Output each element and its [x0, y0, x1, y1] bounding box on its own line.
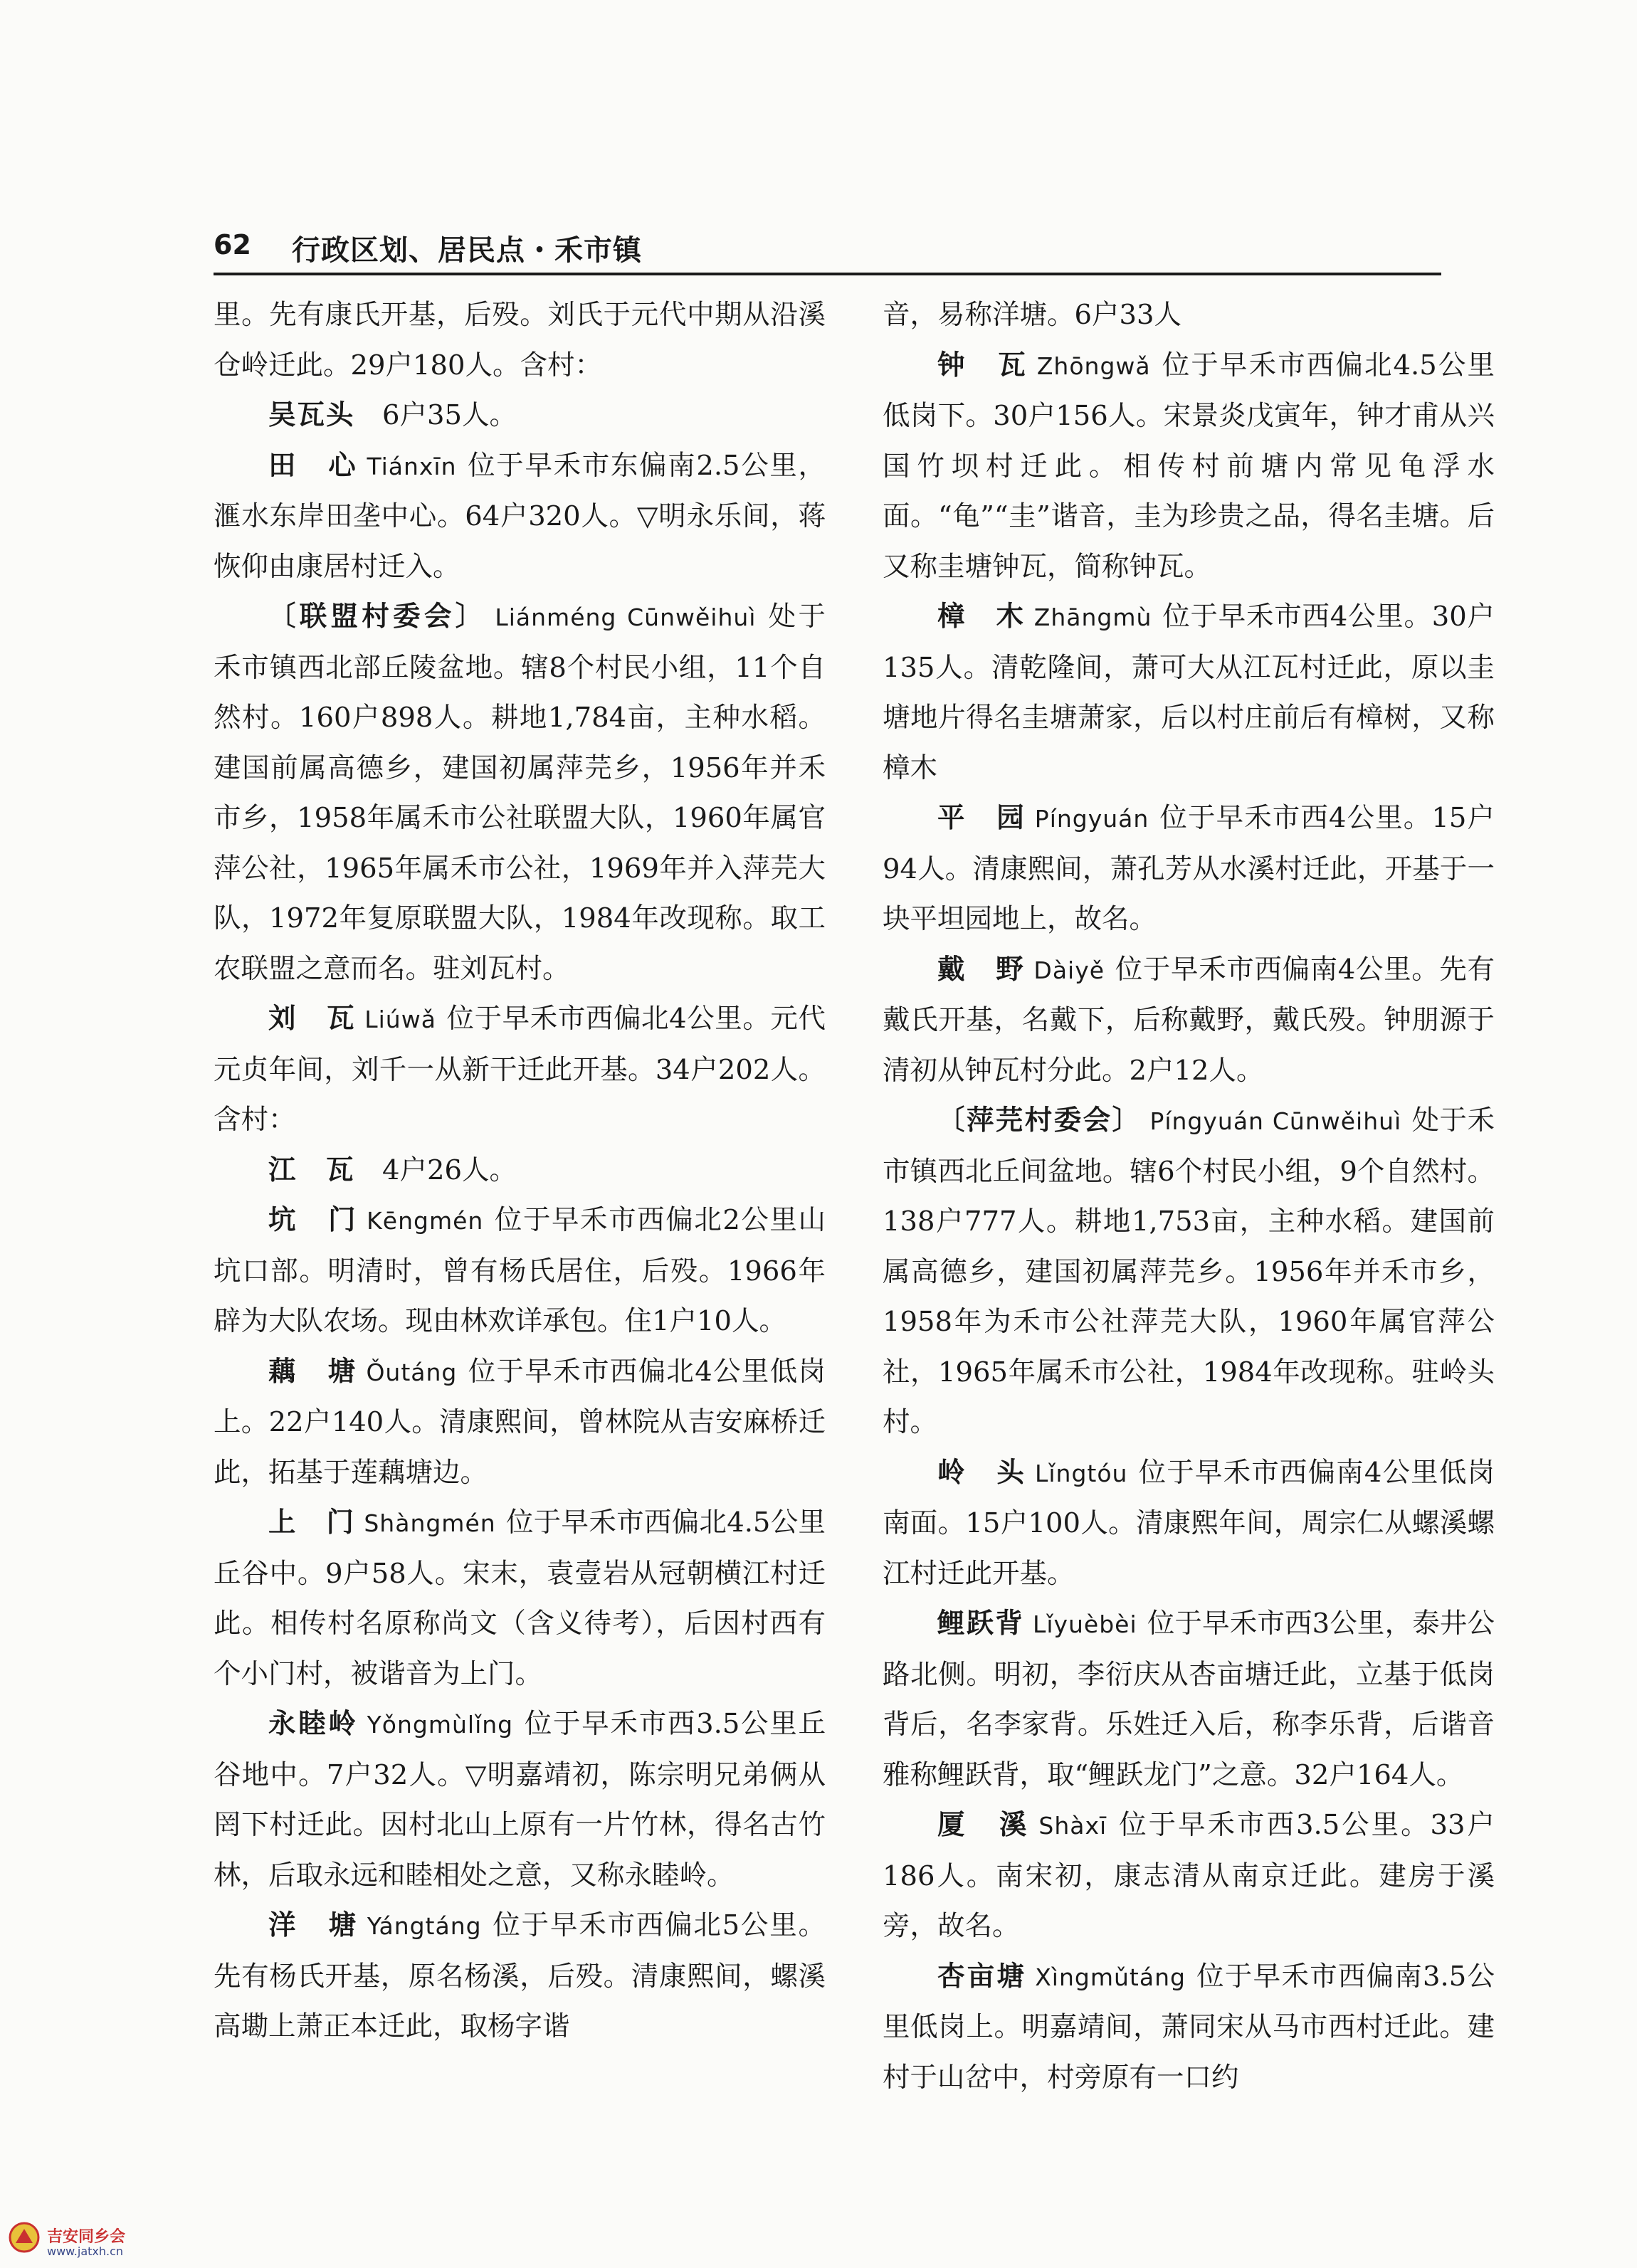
- running-title: 行政区划、居民点・禾市镇: [292, 233, 642, 267]
- gazetteer-entry: [883, 592, 1495, 793]
- entry-pinyin: Ǒutáng: [366, 1358, 458, 1386]
- entry-pinyin: Kēngmén: [367, 1207, 484, 1235]
- gazetteer-entry: [883, 945, 1495, 1097]
- entry-text: 音，易称洋塘。6户33人: [883, 299, 1181, 331]
- left-column: [214, 290, 826, 2052]
- entry-name: 戴 野: [937, 953, 1026, 986]
- entry-name: 厦 溪: [937, 1809, 1031, 1841]
- entry-pinyin: Tiánxīn: [367, 452, 457, 480]
- gazetteer-entry: [214, 1699, 826, 1901]
- entry-name: 江 瓦: [268, 1154, 355, 1186]
- gazetteer-entry: [214, 1146, 826, 1196]
- entry-name: 洋 塘: [268, 1909, 359, 1941]
- gazetteer-entry: [214, 441, 826, 593]
- entry-pinyin: Zhāngmù: [1033, 603, 1152, 631]
- entry-text: 位于早禾市西3.5公里。33户186人。南宋初，康志清从南京迁此。建房于溪旁，故名。: [883, 1809, 1495, 1942]
- entry-pinyin: Dàiyě: [1033, 956, 1105, 984]
- entry-name: 〔萍芫村委会〕: [937, 1104, 1142, 1136]
- gazetteer-entry: [214, 994, 826, 1146]
- entry-text: 位于早禾市西偏北4.5公里丘谷中。9户58人。宋末，袁壹岩从冠朝横江村迁此。相传村名原称尚文（含义待考），后因村西有个小门村，被谐音为上门。: [214, 1507, 826, 1690]
- gazetteer-entry: [214, 1347, 826, 1499]
- entry-pinyin: Liánméng Cūnwěihuì: [495, 603, 757, 631]
- entry-name: 上 门: [268, 1507, 356, 1539]
- entry-name: 岭 头: [937, 1456, 1026, 1489]
- page-number: 62: [214, 229, 251, 260]
- gazetteer-entry: [214, 592, 826, 994]
- entry-text: 位于早禾市西偏北2公里山坑口部。明清时，曾有杨氏居住，后殁。1966年辟为大队农场。现由林欢详承包。住1户10人。: [214, 1204, 826, 1337]
- gazetteer-entry: [214, 1901, 826, 2052]
- entry-pinyin: Yángtáng: [367, 1912, 482, 1940]
- entry-text: 位于早禾市西4公里。15户94人。清康熙间，萧孔芳从水溪村迁此，开基于一块平坦园地上，故名。: [883, 802, 1495, 935]
- entry-pinyin: Zhōngwǎ: [1036, 352, 1151, 380]
- entry-text: 位于早禾市西偏北4公里低岗上。22户140人。清康熙间，曾林院从吉安麻桥迁此，拓基于莲藕塘边。: [214, 1355, 826, 1489]
- entry-name: 鲤跃背: [937, 1608, 1024, 1640]
- entry-text: 位于早禾市西3公里，泰井公路北侧。明初，李衍庆从杏亩塘迁此，立基于低岗背后，名李家背。乐姓迁入后，称李乐背，后谐音雅称鲤跃背，取“鲤跃龙门”之意。32户164人。: [883, 1608, 1495, 1791]
- entry-name: 藕 塘: [268, 1355, 358, 1388]
- entry-pinyin: Lǐngtóu: [1034, 1459, 1128, 1487]
- entry-name: 樟 木: [937, 601, 1026, 633]
- entry-name: 田 心: [268, 449, 359, 482]
- entry-text: 位于早禾市西偏北5公里。先有杨氏开基，原名杨溪，后殁。清康熙间，螺溪高墈上萧正本迁此，取杨字谐: [214, 1909, 826, 2042]
- watermark-text: 吉安同乡会: [47, 2227, 126, 2246]
- entry-text: 4户26人。: [382, 1154, 517, 1186]
- entry-text: 位于早禾市东偏南2.5公里，滙水东岸田垄中心。64户320人。▽明永乐间，蒋恢仰由康居村迁入。: [214, 449, 826, 583]
- entry-text: 位于早禾市西偏北4公里。元代元贞年间，刘千一从新干迁此开基。34户202人。含村：: [214, 1003, 826, 1136]
- entry-pinyin: Shàxī: [1038, 1812, 1107, 1840]
- gazetteer-entry: [214, 1498, 826, 1699]
- entry-name: 吴瓦头: [268, 399, 355, 431]
- gazetteer-entry: [883, 341, 1495, 593]
- gazetteer-entry: [883, 1448, 1495, 1600]
- header-rule: [214, 273, 1441, 275]
- entry-pinyin: Píngyuán: [1034, 805, 1149, 833]
- entry-name: 〔联盟村委会〕: [268, 601, 487, 633]
- entry-pinyin: Xìngmǔtáng: [1035, 1963, 1186, 1991]
- entry-text: 处于禾市镇西北丘间盆地。辖6个村民小组，9个自然村。138户777人。耕地1,753亩，主种水稻。建国前属高德乡，建国初属萍芫乡。1956年并禾市乡，1958年为禾市公社萍芫大队，1960年属官萍公社，1965年属禾市公社，1984年改现称。驻岭头村。: [883, 1104, 1495, 1438]
- watermark-url: www.jatxh.cn: [47, 2245, 124, 2258]
- entry-name: 钟 瓦: [937, 349, 1028, 381]
- entry-pinyin: Shàngmén: [364, 1509, 496, 1537]
- entry-pinyin: Yǒngmùlǐng: [367, 1711, 514, 1739]
- entry-pinyin: Lǐyuèbèi: [1032, 1610, 1137, 1638]
- entry-pinyin: Píngyuán Cūnwěihuì: [1149, 1107, 1402, 1135]
- entry-text: 处于禾市镇西北部丘陵盆地。辖8个村民小组，11个自然村。160户898人。耕地1,784亩，主种水稻。建国前属高德乡，建国初属萍芫乡，1956年并禾市乡，1958年属禾市公社联盟大队，1960年属官萍公社，1965年属禾市公社，1969年并入萍芫大队，1972年复原联盟大队，1984年改现称。取工农联盟之意而名。驻刘瓦村。: [214, 601, 826, 985]
- gazetteer-entry: [883, 793, 1495, 945]
- entry-name: 平 园: [937, 802, 1026, 834]
- gazetteer-entry: [883, 1800, 1495, 1952]
- entry-text: 6户35人。: [382, 399, 517, 431]
- entry-text: 位于早禾市西偏南4公里。先有戴氏开基，名戴下，后称戴野，戴氏殁。钟朋源于清初从钟瓦村分此。2户12人。: [883, 953, 1495, 1087]
- gazetteer-entry: [214, 391, 826, 441]
- entry-text: 位于早禾市西偏南3.5公里低岗上。明嘉靖间，萧同宋从马市西村迁此。建村于山岔中，村旁原有一口约: [883, 1960, 1495, 2094]
- watermark-logo-icon: [9, 2222, 40, 2253]
- entry-text: 位于早禾市西偏南4公里低岗南面。15户100人。清康熙年间，周宗仁从螺溪螺江村迁此开基。: [883, 1456, 1495, 1590]
- page-header: [214, 229, 1441, 272]
- entry-name: 杏亩塘: [937, 1960, 1027, 1993]
- entry-pinyin: Liúwǎ: [364, 1006, 436, 1033]
- entry-text: 位于早禾市西偏北4.5公里低岗下。30户156人。宋景炎戊寅年，钟才甫从兴国竹坝村迁此。相传村前塘内常见龟浮水面。“龟”“圭”谐音，圭为珍贵之品，得名圭塘。后又称圭塘钟瓦，简称钟瓦。: [883, 349, 1495, 583]
- entry-name: 刘 瓦: [268, 1003, 357, 1035]
- entry-text: 里。先有康氏开基，后殁。刘氏于元代中期从沿溪仓岭迁此。29户180人。含村：: [214, 299, 826, 381]
- gazetteer-entry: [883, 1096, 1495, 1448]
- gazetteer-entry: [214, 1196, 826, 1347]
- entry-text: 位于早禾市西3.5公里丘谷地中。7户32人。▽明嘉靖初，陈宗明兄弟俩从罔下村迁此。因村北山上原有一片竹林，得名古竹林，后取永远和睦相处之意，又称永睦岭。: [214, 1708, 826, 1892]
- gazetteer-entry: [883, 1952, 1495, 2104]
- gazetteer-entry: [883, 1599, 1495, 1800]
- watermark: [4, 2220, 168, 2263]
- right-column: [883, 290, 1495, 2103]
- continued-text: [214, 290, 826, 391]
- continued-text: [883, 290, 1495, 341]
- entry-text: 位于早禾市西4公里。30户135人。清乾隆间，萧可大从江瓦村迁此，原以圭塘地片得名圭塘萧家，后以村庄前后有樟树，又称樟木: [883, 601, 1495, 784]
- entry-name: 永睦岭: [268, 1708, 359, 1740]
- entry-name: 坑 门: [268, 1204, 359, 1236]
